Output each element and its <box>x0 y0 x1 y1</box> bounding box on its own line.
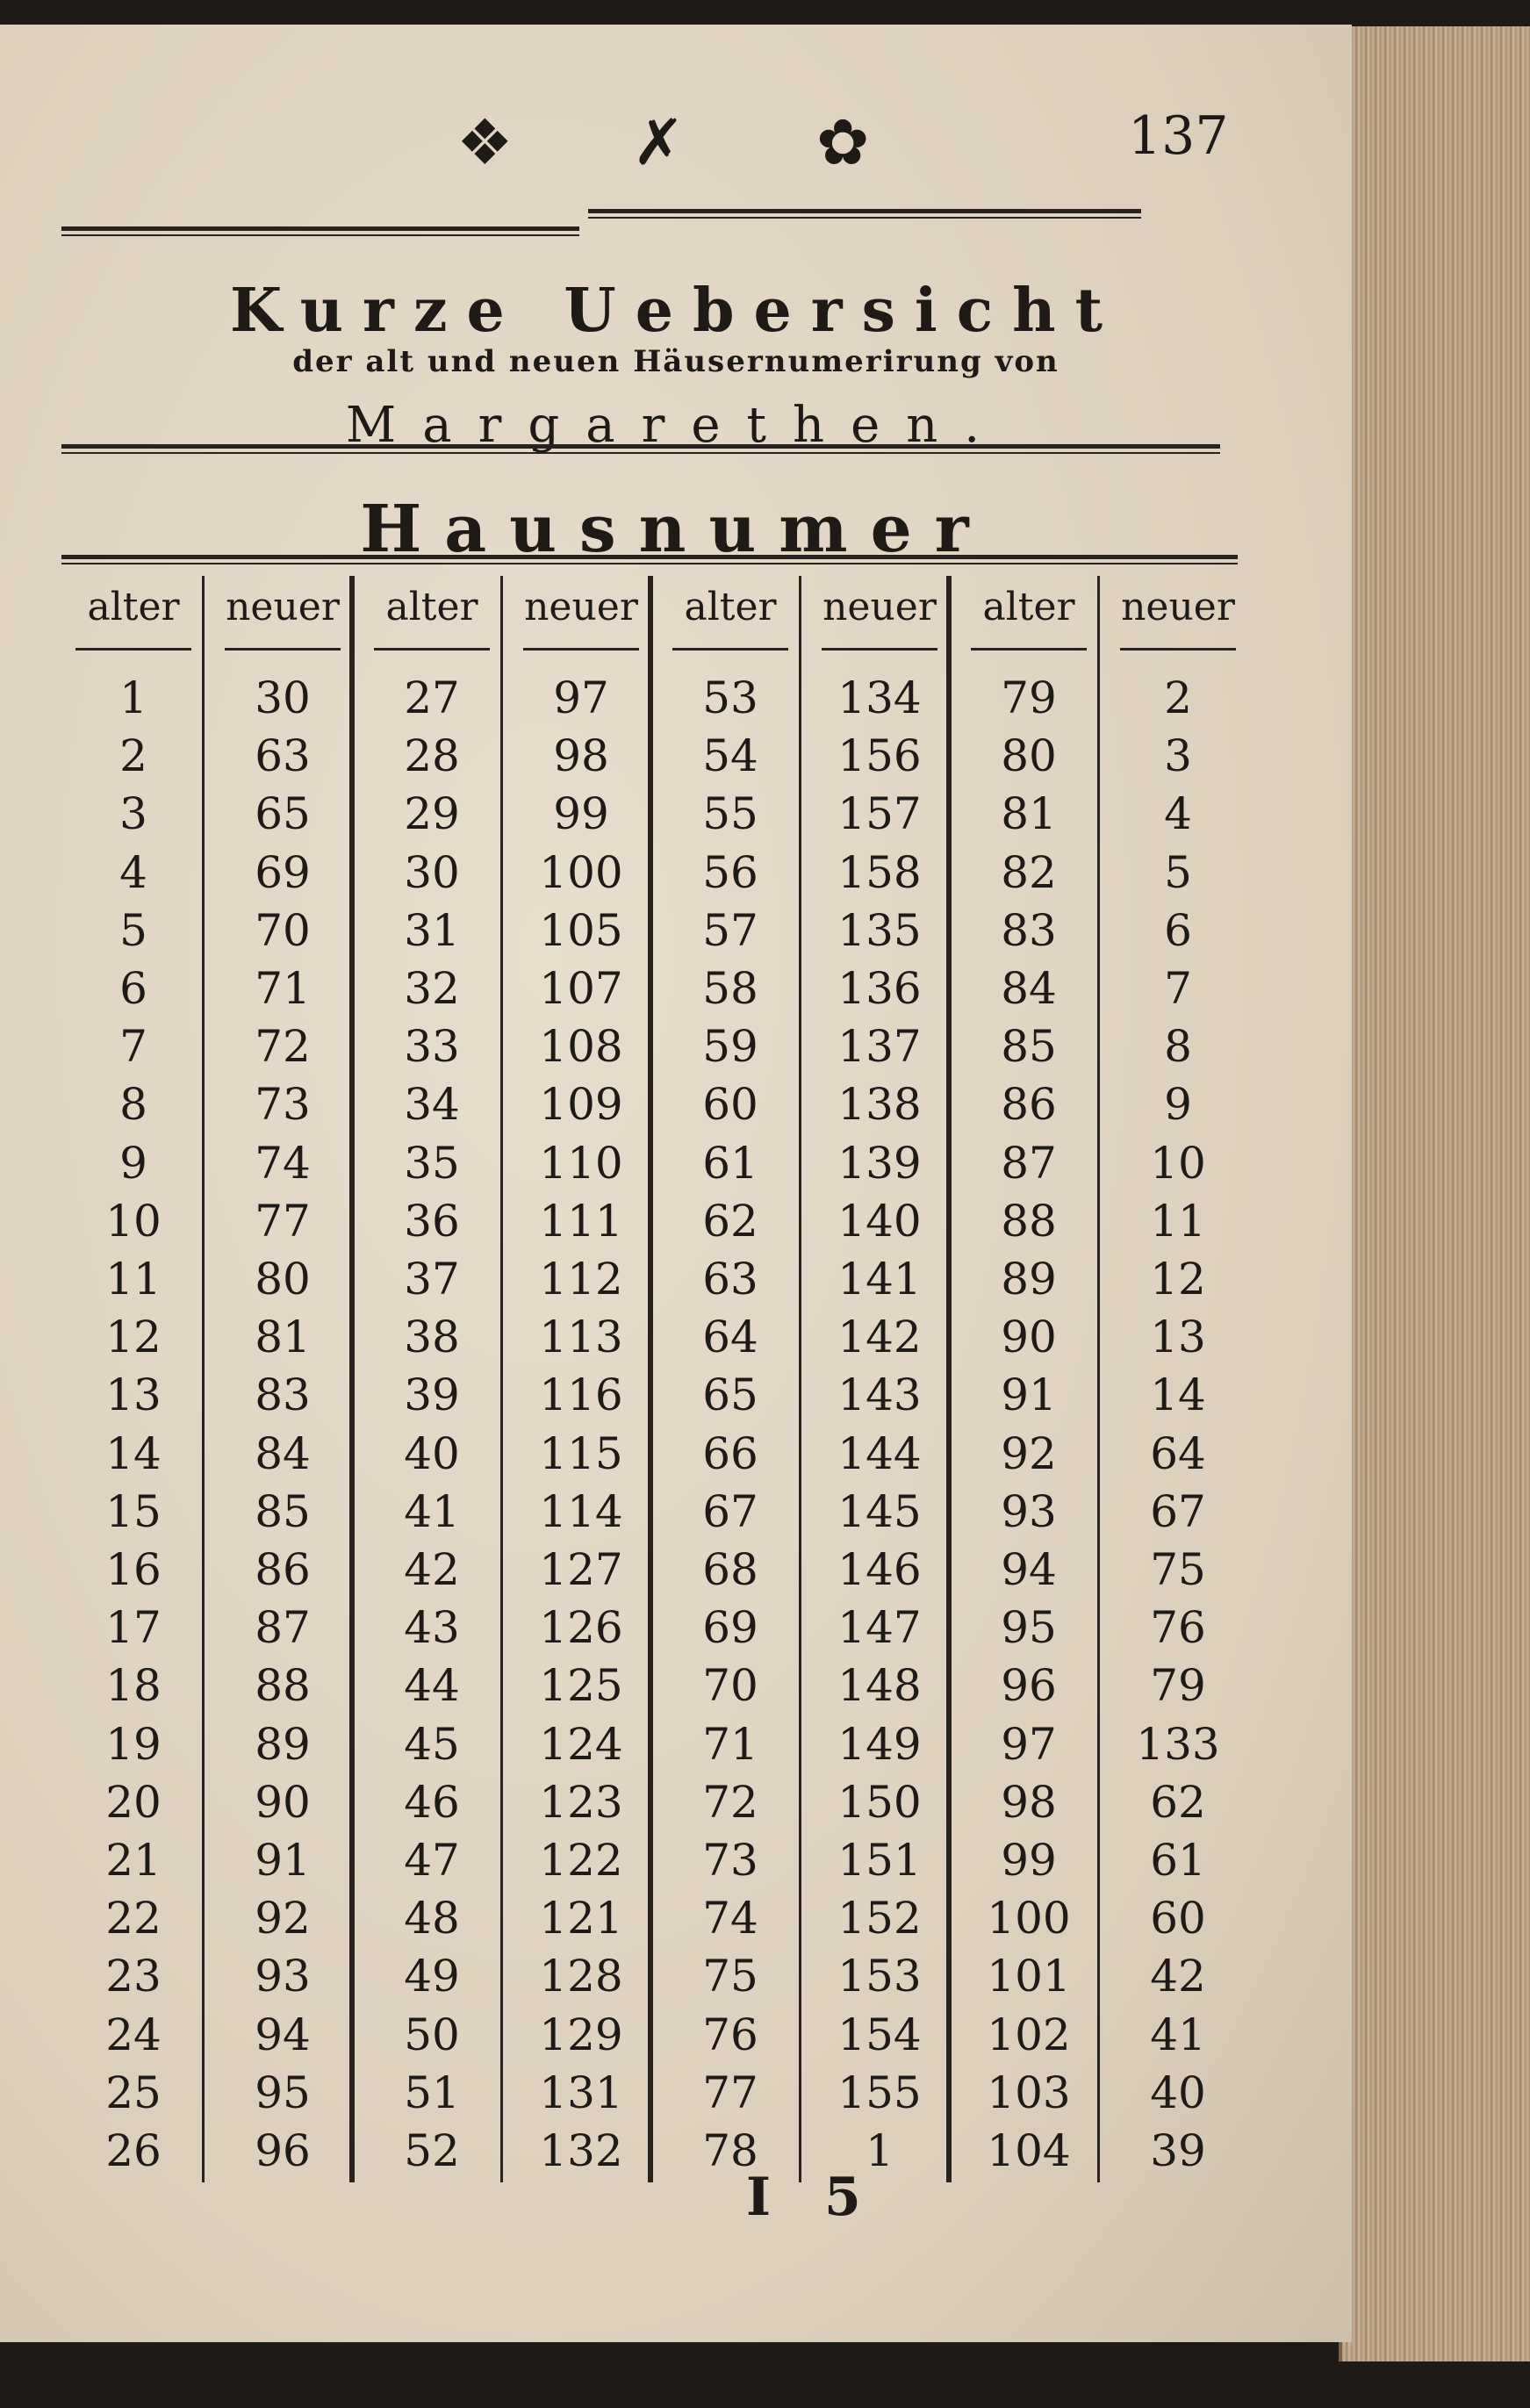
new-house-number: 13 <box>1150 1312 1206 1363</box>
old-house-number: 12 <box>105 1312 162 1363</box>
column-header: alter <box>684 585 777 629</box>
new-house-number: 150 <box>837 1776 922 1828</box>
column-divider <box>799 576 801 2182</box>
top-rule-left <box>61 226 579 236</box>
new-house-number: 73 <box>255 1079 311 1131</box>
old-house-number: 9 <box>119 1137 147 1189</box>
new-house-number: 107 <box>539 963 623 1014</box>
old-house-number: 58 <box>702 963 758 1014</box>
new-house-number: 71 <box>255 963 311 1014</box>
old-house-number: 86 <box>1001 1079 1057 1131</box>
column-new-number <box>509 576 653 2182</box>
column-divider <box>1097 576 1100 2182</box>
old-house-number: 102 <box>987 2009 1071 2060</box>
new-house-number: 141 <box>837 1254 922 1305</box>
old-house-number: 85 <box>1001 1021 1057 1073</box>
old-house-number: 7 <box>119 1021 147 1073</box>
old-house-number: 55 <box>702 788 758 840</box>
new-house-number: 111 <box>539 1195 623 1247</box>
old-house-number: 81 <box>1001 788 1057 840</box>
old-house-number: 76 <box>702 2009 758 2060</box>
table-group-1 <box>61 576 355 2182</box>
old-house-number: 65 <box>702 1369 758 1421</box>
column-header: neuer <box>226 585 340 629</box>
new-house-number: 108 <box>539 1021 623 1073</box>
new-house-number: 116 <box>539 1369 623 1421</box>
old-house-number: 5 <box>119 904 147 956</box>
column-header: alter <box>385 585 478 629</box>
column-old-number <box>658 576 802 2182</box>
book-page <box>0 25 1352 2342</box>
new-house-number: 42 <box>1150 1951 1206 2002</box>
table-group-2 <box>360 576 653 2182</box>
old-house-number: 13 <box>105 1369 162 1421</box>
old-house-number: 66 <box>702 1427 758 1479</box>
old-house-number: 1 <box>119 672 147 723</box>
old-house-number: 15 <box>105 1485 162 1537</box>
header-rule <box>374 648 489 651</box>
column-header: alter <box>87 585 180 629</box>
old-house-number: 8 <box>119 1079 147 1131</box>
ornament-center: ✗ <box>632 105 686 179</box>
old-house-number: 87 <box>1001 1137 1057 1189</box>
new-house-number: 92 <box>255 1893 311 1944</box>
new-house-number: 152 <box>837 1893 922 1944</box>
old-house-number: 17 <box>105 1602 162 1654</box>
old-house-number: 49 <box>404 1951 460 2002</box>
old-house-number: 54 <box>702 730 758 782</box>
new-house-number: 113 <box>539 1312 623 1363</box>
new-house-number: 126 <box>539 1602 623 1654</box>
old-house-number: 19 <box>105 1718 162 1770</box>
new-house-number: 5 <box>1164 846 1192 898</box>
new-house-number: 87 <box>255 1602 311 1654</box>
new-house-number: 155 <box>837 2067 922 2118</box>
new-house-number: 85 <box>255 1485 311 1537</box>
new-house-number: 90 <box>255 1776 311 1828</box>
old-house-number: 103 <box>987 2067 1071 2118</box>
new-house-number: 95 <box>255 2067 311 2118</box>
old-house-number: 30 <box>404 846 460 898</box>
new-house-number: 158 <box>837 846 922 898</box>
new-house-number: 63 <box>255 730 311 782</box>
old-house-number: 92 <box>1001 1427 1057 1479</box>
old-house-number: 79 <box>1001 672 1057 723</box>
new-house-number: 132 <box>539 2125 623 2176</box>
new-house-number: 81 <box>255 1312 311 1363</box>
new-house-number: 133 <box>1136 1718 1220 1770</box>
page-number: 137 <box>1128 105 1229 167</box>
new-house-number: 140 <box>837 1195 922 1247</box>
new-house-number: 2 <box>1164 672 1192 723</box>
new-house-number: 135 <box>837 904 922 956</box>
old-house-number: 35 <box>404 1137 460 1189</box>
page-subtitle: der alt und neuen Häusernumerirung von <box>292 344 1060 379</box>
new-house-number: 11 <box>1150 1195 1206 1247</box>
old-house-number: 101 <box>987 1951 1071 2002</box>
new-house-number: 134 <box>837 672 922 723</box>
old-house-number: 24 <box>105 2009 162 2060</box>
new-house-number: 7 <box>1164 963 1192 1014</box>
new-house-number: 61 <box>1150 1835 1206 1886</box>
old-house-number: 25 <box>105 2067 162 2118</box>
new-house-number: 41 <box>1150 2009 1206 2060</box>
new-house-number: 138 <box>837 1079 922 1131</box>
new-house-number: 74 <box>255 1137 311 1189</box>
new-house-number: 94 <box>255 2009 311 2060</box>
new-house-number: 62 <box>1150 1776 1206 1828</box>
new-house-number: 143 <box>837 1369 922 1421</box>
old-house-number: 93 <box>1001 1485 1057 1537</box>
old-house-number: 41 <box>404 1485 460 1537</box>
new-house-number: 93 <box>255 1951 311 2002</box>
old-house-number: 33 <box>404 1021 460 1073</box>
new-house-number: 79 <box>1150 1660 1206 1712</box>
table-top-rule <box>61 555 1238 564</box>
new-house-number: 122 <box>539 1835 623 1886</box>
old-house-number: 16 <box>105 1544 162 1595</box>
new-house-number: 110 <box>539 1137 623 1189</box>
header-rule <box>225 648 340 651</box>
column-header: neuer <box>822 585 937 629</box>
old-house-number: 80 <box>1001 730 1057 782</box>
new-house-number: 99 <box>553 788 609 840</box>
new-house-number: 80 <box>255 1254 311 1305</box>
column-new-number <box>211 576 355 2182</box>
new-house-number: 83 <box>255 1369 311 1421</box>
old-house-number: 88 <box>1001 1195 1057 1247</box>
old-house-number: 42 <box>404 1544 460 1595</box>
old-house-number: 3 <box>119 788 147 840</box>
old-house-number: 39 <box>404 1369 460 1421</box>
new-house-number: 131 <box>539 2067 623 2118</box>
old-house-number: 28 <box>404 730 460 782</box>
old-house-number: 67 <box>702 1485 758 1537</box>
house-number-table <box>61 576 1255 2182</box>
new-house-number: 4 <box>1164 788 1192 840</box>
old-house-number: 53 <box>702 672 758 723</box>
column-old-number <box>61 576 205 2182</box>
new-house-number: 70 <box>255 904 311 956</box>
new-house-number: 151 <box>837 1835 922 1886</box>
new-house-number: 146 <box>837 1544 922 1595</box>
column-old-number <box>360 576 504 2182</box>
old-house-number: 29 <box>404 788 460 840</box>
column-new-number <box>1106 576 1250 2182</box>
old-house-number: 64 <box>702 1312 758 1363</box>
old-house-number: 18 <box>105 1660 162 1712</box>
page-title: Kurze Uebersicht <box>230 276 1122 346</box>
new-house-number: 114 <box>539 1485 623 1537</box>
old-house-number: 38 <box>404 1312 460 1363</box>
old-house-number: 77 <box>702 2067 758 2118</box>
new-house-number: 96 <box>255 2125 311 2176</box>
new-house-number: 112 <box>539 1254 623 1305</box>
new-house-number: 105 <box>539 904 623 956</box>
new-house-number: 76 <box>1150 1602 1206 1654</box>
new-house-number: 129 <box>539 2009 623 2060</box>
old-house-number: 45 <box>404 1718 460 1770</box>
new-house-number: 75 <box>1150 1544 1206 1595</box>
old-house-number: 22 <box>105 1893 162 1944</box>
new-house-number: 86 <box>255 1544 311 1595</box>
new-house-number: 149 <box>837 1718 922 1770</box>
old-house-number: 14 <box>105 1427 162 1479</box>
header-rule <box>523 648 638 651</box>
page-edge <box>1339 26 1530 2361</box>
old-house-number: 89 <box>1001 1254 1057 1305</box>
new-house-number: 84 <box>255 1427 311 1479</box>
new-house-number: 148 <box>837 1660 922 1712</box>
table-group-4 <box>957 576 1245 2182</box>
old-house-number: 44 <box>404 1660 460 1712</box>
table-heading: Hausnumer <box>360 492 992 567</box>
new-house-number: 127 <box>539 1544 623 1595</box>
new-house-number: 156 <box>837 730 922 782</box>
header-rule <box>672 648 787 651</box>
ornament-right: ✿ <box>816 105 870 179</box>
old-house-number: 47 <box>404 1835 460 1886</box>
new-house-number: 69 <box>255 846 311 898</box>
old-house-number: 6 <box>119 963 147 1014</box>
new-house-number: 88 <box>255 1660 311 1712</box>
old-house-number: 90 <box>1001 1312 1057 1363</box>
old-house-number: 97 <box>1001 1718 1057 1770</box>
new-house-number: 39 <box>1150 2125 1206 2176</box>
old-house-number: 56 <box>702 846 758 898</box>
header-ornaments <box>456 98 913 186</box>
new-house-number: 128 <box>539 1951 623 2002</box>
old-house-number: 63 <box>702 1254 758 1305</box>
old-house-number: 96 <box>1001 1660 1057 1712</box>
old-house-number: 48 <box>404 1893 460 1944</box>
column-header: neuer <box>1121 585 1235 629</box>
new-house-number: 60 <box>1150 1893 1206 1944</box>
new-house-number: 9 <box>1164 1079 1192 1131</box>
old-house-number: 70 <box>702 1660 758 1712</box>
old-house-number: 57 <box>702 904 758 956</box>
ornament-left: ❖ <box>456 105 514 179</box>
new-house-number: 64 <box>1150 1427 1206 1479</box>
old-house-number: 32 <box>404 963 460 1014</box>
old-house-number: 40 <box>404 1427 460 1479</box>
old-house-number: 51 <box>404 2067 460 2118</box>
column-divider <box>500 576 503 2182</box>
column-header: alter <box>982 585 1075 629</box>
old-house-number: 75 <box>702 1951 758 2002</box>
new-house-number: 137 <box>837 1021 922 1073</box>
new-house-number: 65 <box>255 788 311 840</box>
old-house-number: 99 <box>1001 1835 1057 1886</box>
old-house-number: 95 <box>1001 1602 1057 1654</box>
old-house-number: 94 <box>1001 1544 1057 1595</box>
new-house-number: 136 <box>837 963 922 1014</box>
old-house-number: 20 <box>105 1776 162 1828</box>
top-rule-right <box>588 209 1141 219</box>
new-house-number: 91 <box>255 1835 311 1886</box>
old-house-number: 50 <box>404 2009 460 2060</box>
old-house-number: 10 <box>105 1195 162 1247</box>
new-house-number: 30 <box>255 672 311 723</box>
new-house-number: 40 <box>1150 2067 1206 2118</box>
new-house-number: 142 <box>837 1312 922 1363</box>
old-house-number: 2 <box>119 730 147 782</box>
new-house-number: 10 <box>1150 1137 1206 1189</box>
old-house-number: 83 <box>1001 904 1057 956</box>
old-house-number: 61 <box>702 1137 758 1189</box>
new-house-number: 154 <box>837 2009 922 2060</box>
old-house-number: 59 <box>702 1021 758 1073</box>
new-house-number: 121 <box>539 1893 623 1944</box>
old-house-number: 37 <box>404 1254 460 1305</box>
old-house-number: 62 <box>702 1195 758 1247</box>
new-house-number: 139 <box>837 1137 922 1189</box>
old-house-number: 26 <box>105 2125 162 2176</box>
old-house-number: 71 <box>702 1718 758 1770</box>
old-house-number: 31 <box>404 904 460 956</box>
column-new-number <box>808 576 952 2182</box>
old-house-number: 100 <box>987 1893 1071 1944</box>
old-house-number: 91 <box>1001 1369 1057 1421</box>
old-house-number: 72 <box>702 1776 758 1828</box>
old-house-number: 60 <box>702 1079 758 1131</box>
old-house-number: 43 <box>404 1602 460 1654</box>
new-house-number: 115 <box>539 1427 623 1479</box>
new-house-number: 72 <box>255 1021 311 1073</box>
new-house-number: 67 <box>1150 1485 1206 1537</box>
old-house-number: 27 <box>404 672 460 723</box>
header-rule <box>75 648 190 651</box>
new-house-number: 97 <box>553 672 609 723</box>
new-house-number: 89 <box>255 1718 311 1770</box>
old-house-number: 23 <box>105 1951 162 2002</box>
old-house-number: 73 <box>702 1835 758 1886</box>
new-house-number: 8 <box>1164 1021 1192 1073</box>
new-house-number: 109 <box>539 1079 623 1131</box>
new-house-number: 6 <box>1164 904 1192 956</box>
new-house-number: 157 <box>837 788 922 840</box>
old-house-number: 46 <box>404 1776 460 1828</box>
new-house-number: 98 <box>553 730 609 782</box>
column-old-number <box>957 576 1101 2182</box>
old-house-number: 4 <box>119 846 147 898</box>
old-house-number: 69 <box>702 1602 758 1654</box>
new-house-number: 125 <box>539 1660 623 1712</box>
new-house-number: 12 <box>1150 1254 1206 1305</box>
old-house-number: 21 <box>105 1835 162 1886</box>
old-house-number: 11 <box>105 1254 162 1305</box>
old-house-number: 104 <box>987 2125 1071 2176</box>
place-name: Margarethen. <box>345 397 1007 454</box>
old-house-number: 78 <box>702 2125 758 2176</box>
old-house-number: 82 <box>1001 846 1057 898</box>
header-rule <box>1120 648 1235 651</box>
old-house-number: 52 <box>404 2125 460 2176</box>
old-house-number: 68 <box>702 1544 758 1595</box>
new-house-number: 14 <box>1150 1369 1206 1421</box>
header-rule <box>822 648 937 651</box>
old-house-number: 34 <box>404 1079 460 1131</box>
old-house-number: 98 <box>1001 1776 1057 1828</box>
new-house-number: 100 <box>539 846 623 898</box>
title-rule <box>61 444 1220 454</box>
new-house-number: 123 <box>539 1776 623 1828</box>
old-house-number: 36 <box>404 1195 460 1247</box>
column-divider <box>202 576 205 2182</box>
new-house-number: 153 <box>837 1951 922 2002</box>
table-group-3 <box>658 576 952 2182</box>
new-house-number: 144 <box>837 1427 922 1479</box>
new-house-number: 145 <box>837 1485 922 1537</box>
old-house-number: 74 <box>702 1893 758 1944</box>
new-house-number: 124 <box>539 1718 623 1770</box>
new-house-number: 1 <box>866 2125 894 2176</box>
new-house-number: 147 <box>837 1602 922 1654</box>
new-house-number: 77 <box>255 1195 311 1247</box>
header-rule <box>971 648 1086 651</box>
signature-mark: I 5 <box>746 2167 879 2228</box>
new-house-number: 3 <box>1164 730 1192 782</box>
column-header: neuer <box>524 585 638 629</box>
old-house-number: 84 <box>1001 963 1057 1014</box>
